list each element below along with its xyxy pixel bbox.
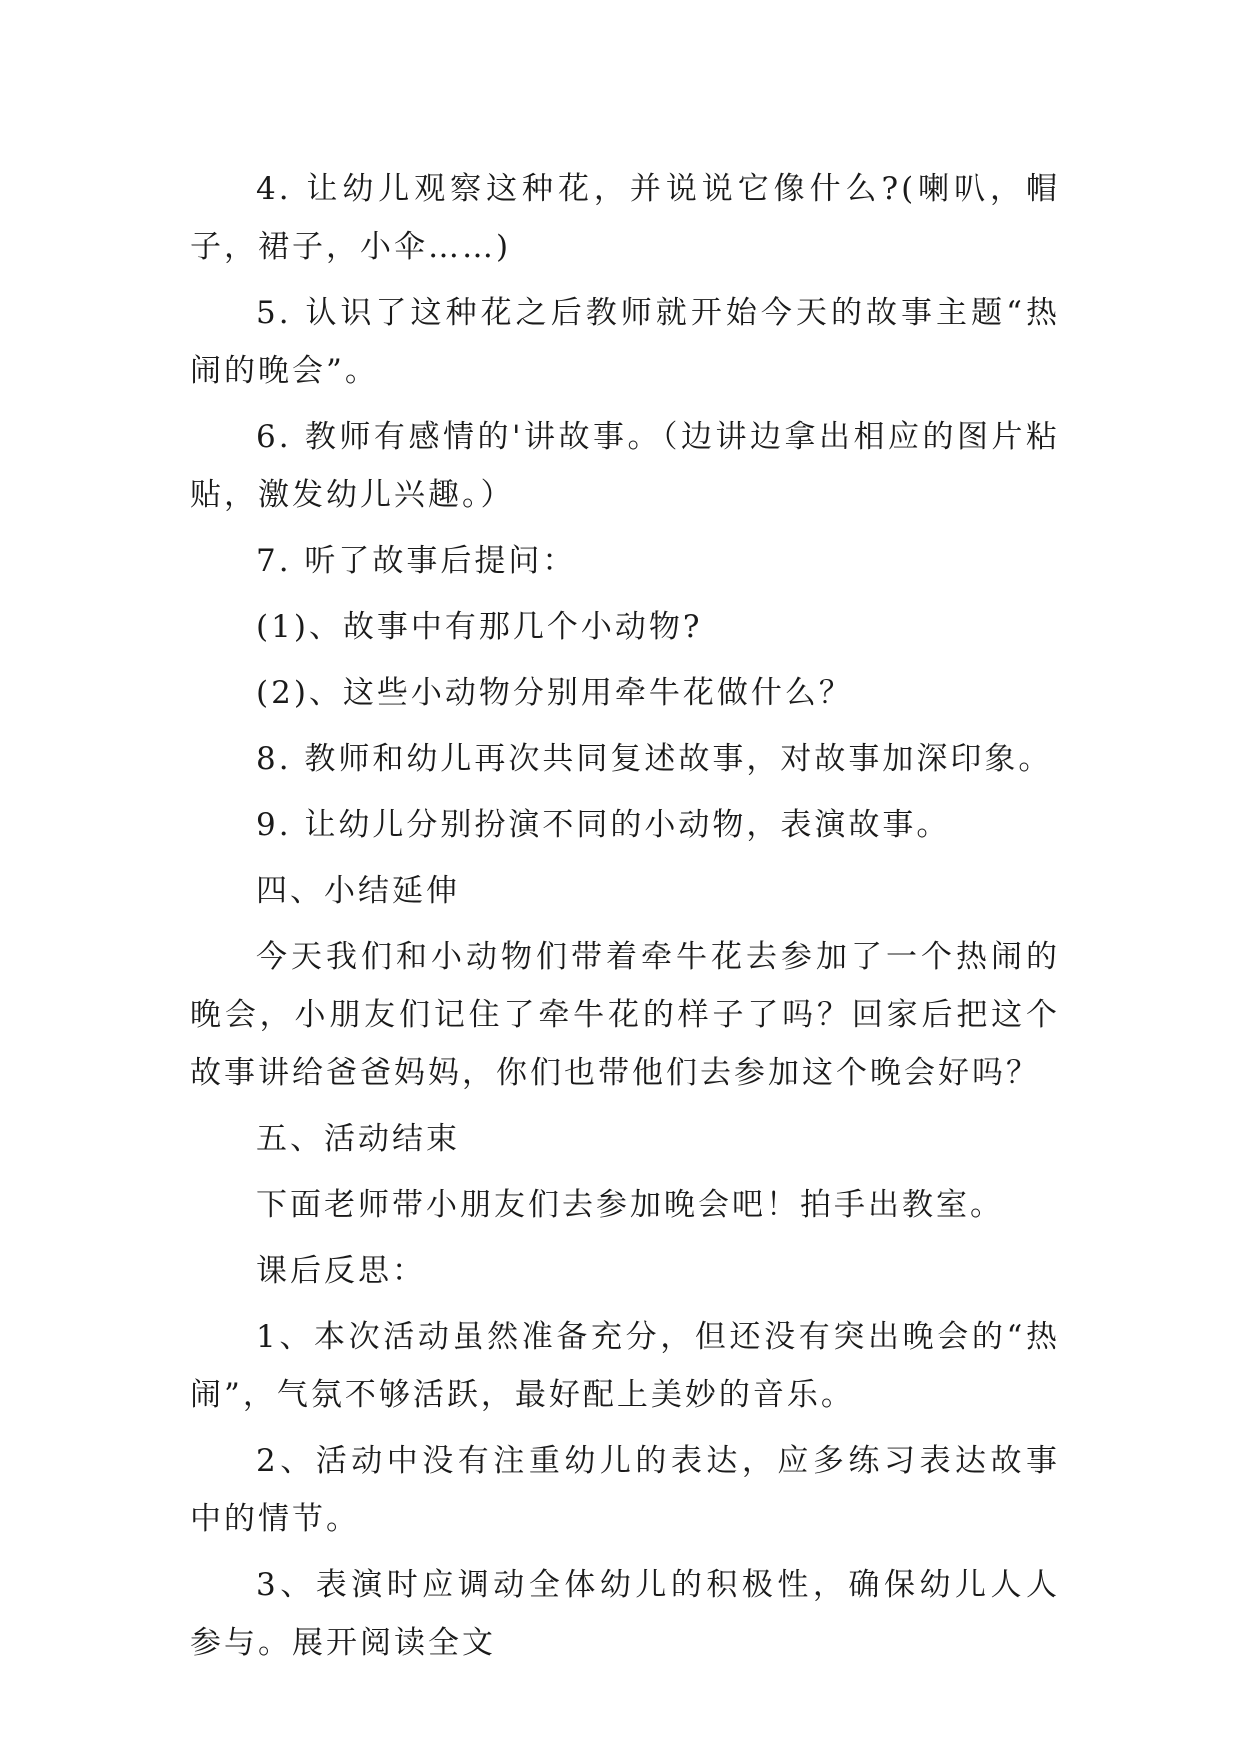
section-heading-end: 五、活动结束	[256, 1121, 460, 1157]
paragraph-question-1: (1)、故事中有那几个小动物?	[256, 609, 703, 645]
section-heading-summary: 四、小结延伸	[256, 873, 460, 909]
paragraph-question-2: (2)、这些小动物分别用牵牛花做什么？	[256, 675, 853, 711]
paragraph-step-8: 8. 教师和幼儿再次共同复述故事，对故事加深印象。	[256, 741, 1053, 777]
section-heading-reflection: 课后反思：	[256, 1253, 426, 1289]
paragraph-summary: 今天我们和小动物们带着牵牛花去参加了一个热闹的晚会，小朋友们记住了牵牛花的样子了吗？回家后把这个故事讲给爸爸妈妈，你们也带他们去参加这个晚会好吗？	[190, 939, 1060, 1091]
paragraph-end: 下面老师带小朋友们去参加晚会吧！拍手出教室。	[256, 1187, 1004, 1223]
paragraph-step-7: 7. 听了故事后提问：	[256, 543, 577, 579]
paragraph-reflection-3: 3、表演时应调动全体幼儿的积极性，确保幼儿人人参与。展开阅读全文	[190, 1567, 1060, 1661]
paragraph-step-5: 5. 认识了这种花之后教师就开始今天的故事主题“热闹的晚会”。	[190, 295, 1060, 389]
document-body	[190, 160, 1060, 1680]
paragraph-step-4: 4. 让幼儿观察这种花，并说说它像什么?(喇叭，帽子，裙子，小伞……)	[190, 171, 1060, 265]
paragraph-step-6: 6. 教师有感情的'讲故事。（边讲边拿出相应的图片粘贴，激发幼儿兴趣。）	[190, 419, 1060, 513]
paragraph-reflection-1: 1、本次活动虽然准备充分，但还没有突出晚会的“热闹”，气氛不够活跃，最好配上美妙的音乐。	[190, 1319, 1060, 1413]
paragraph-reflection-2: 2、活动中没有注重幼儿的表达，应多练习表达故事中的情节。	[190, 1443, 1060, 1537]
paragraph-step-9: 9. 让幼儿分别扮演不同的小动物，表演故事。	[256, 807, 951, 843]
